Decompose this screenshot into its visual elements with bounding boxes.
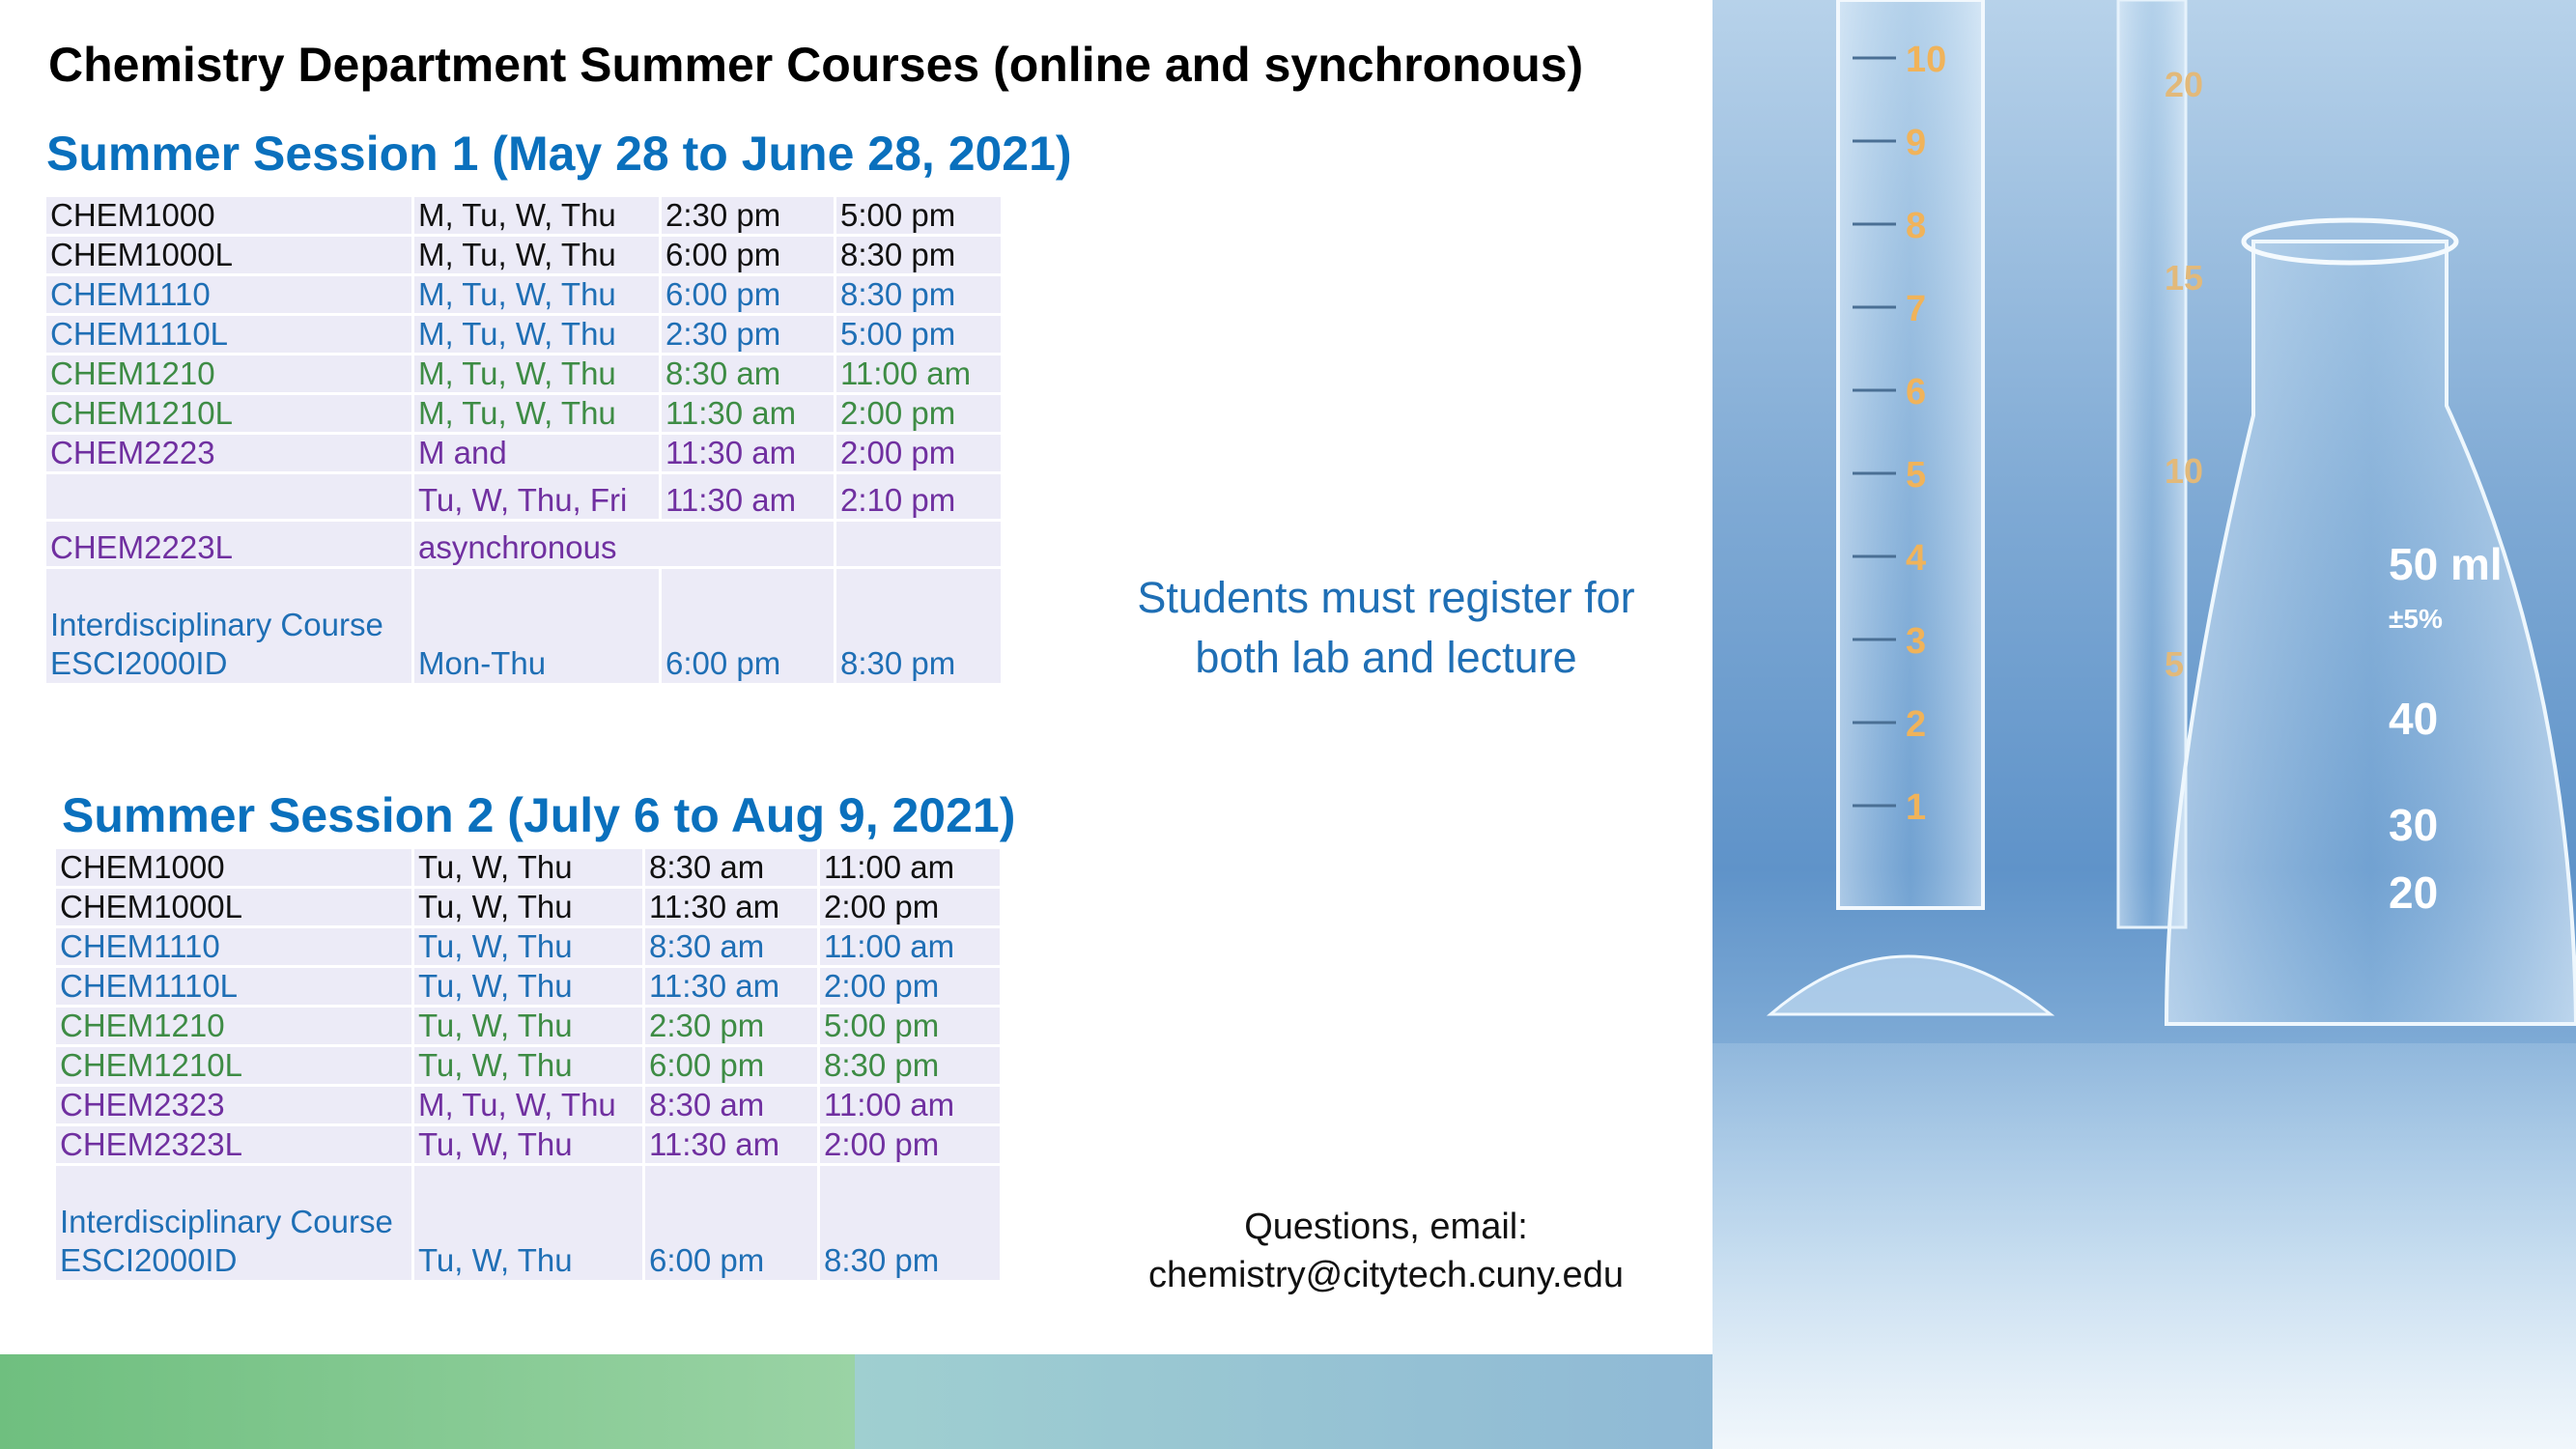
course-code: CHEM1000L	[46, 237, 411, 273]
session1-heading: Summer Session 1 (May 28 to June 28, 2021)	[46, 127, 1072, 181]
cylinder-mark-label: 5	[1906, 455, 1927, 496]
course-code: CHEM1000	[46, 197, 411, 234]
course-code: CHEM1210	[46, 355, 411, 392]
course-days: asynchronous	[414, 522, 834, 566]
course-end-time: 11:00 am	[836, 355, 1001, 392]
contact-label: Questions, email:	[1244, 1207, 1528, 1247]
table-row	[46, 522, 1001, 566]
course-days: M, Tu, W, Thu	[414, 355, 659, 392]
course-code-line: ESCI2000ID	[60, 1242, 238, 1278]
cylinder-mark-label: 10	[1906, 40, 1947, 80]
course-program-label: Interdisciplinary Course	[60, 1204, 393, 1239]
course-start-time: 8:30 am	[645, 1087, 817, 1123]
course-days: Tu, W, Thu, Fri	[414, 474, 659, 519]
course-code: CHEM1210L	[56, 1047, 411, 1084]
course-days: M, Tu, W, Thu	[414, 395, 659, 432]
cylinder-mark-label: 8	[1906, 206, 1927, 246]
course-days: M, Tu, W, Thu	[414, 316, 659, 353]
page-title: Chemistry Department Summer Courses (online and synchronous)	[48, 38, 1584, 92]
course-end-time: 11:00 am	[820, 1087, 1000, 1123]
course-code: CHEM2323	[56, 1087, 411, 1123]
contact-info	[1091, 1203, 1681, 1299]
table-row	[56, 928, 1000, 965]
table-row	[56, 849, 1000, 886]
table-row	[56, 1166, 1000, 1280]
course-end-time: 8:30 pm	[820, 1047, 1000, 1084]
cylinder-mark-label: 9	[1906, 123, 1927, 163]
cylinder-mark-label: 6	[1906, 372, 1927, 412]
course-days: M, Tu, W, Thu	[414, 276, 659, 313]
course-end-time: 2:10 pm	[836, 474, 1001, 519]
flask-mark-label: ±5%	[2389, 604, 2443, 634]
course-start-time: 8:30 am	[645, 849, 817, 886]
back-cylinder-mark-label: 10	[2165, 451, 2204, 491]
back-cylinder-mark-label: 5	[2165, 644, 2185, 684]
course-code: CHEM1000L	[56, 889, 411, 925]
registration-note-line2: both lab and lecture	[1195, 633, 1577, 682]
course-days: M and	[414, 435, 659, 471]
registration-note	[1072, 568, 1700, 688]
course-code: CHEM1110	[56, 928, 411, 965]
contact-email: chemistry@citytech.cuny.edu	[1148, 1255, 1624, 1295]
table-row	[46, 197, 1001, 234]
table-row	[46, 474, 1001, 519]
course-start-time: 11:30 am	[662, 474, 834, 519]
table-row	[56, 1126, 1000, 1163]
course-code: CHEM2223L	[46, 522, 411, 566]
course-code	[56, 1166, 411, 1280]
course-days: Tu, W, Thu	[414, 968, 642, 1005]
table-row	[56, 1087, 1000, 1123]
footer-band-green	[0, 1354, 855, 1449]
course-days: Mon-Thu	[414, 569, 659, 683]
course-days: Tu, W, Thu	[414, 1008, 642, 1044]
course-days: Tu, W, Thu	[414, 849, 642, 886]
session2-heading: Summer Session 2 (July 6 to Aug 9, 2021)	[62, 788, 1016, 842]
session2-schedule-table	[53, 846, 1003, 1283]
course-code	[46, 474, 411, 519]
erlenmeyer-flask	[2166, 242, 2576, 1024]
flask-mark-label: 30	[2389, 800, 2439, 850]
course-code: CHEM1110L	[56, 968, 411, 1005]
course-days: Tu, W, Thu	[414, 1047, 642, 1084]
course-end-time	[836, 522, 1001, 566]
course-start-time: 11:30 am	[662, 395, 834, 432]
course-code	[46, 569, 411, 683]
cylinder-mark-label: 2	[1906, 704, 1927, 745]
flask-mark-label: 40	[2389, 694, 2439, 744]
table-row	[46, 569, 1001, 683]
table-row	[46, 276, 1001, 313]
course-start-time: 2:30 pm	[662, 316, 834, 353]
footer-band-teal	[855, 1354, 1713, 1449]
registration-note-line1: Students must register for	[1137, 573, 1635, 622]
course-start-time: 11:30 am	[662, 435, 834, 471]
table-row	[46, 395, 1001, 432]
course-end-time: 8:30 pm	[836, 276, 1001, 313]
course-start-time: 8:30 am	[645, 928, 817, 965]
course-end-time: 11:00 am	[820, 849, 1000, 886]
course-days: M, Tu, W, Thu	[414, 197, 659, 234]
course-code: CHEM2223	[46, 435, 411, 471]
lab-glassware-photo	[1713, 0, 2576, 1449]
cylinder-mark-label: 4	[1906, 538, 1927, 579]
course-end-time: 11:00 am	[820, 928, 1000, 965]
course-end-time: 5:00 pm	[836, 316, 1001, 353]
course-start-time: 8:30 am	[662, 355, 834, 392]
course-end-time: 8:30 pm	[820, 1166, 1000, 1280]
course-start-time: 2:30 pm	[662, 197, 834, 234]
course-start-time: 11:30 am	[645, 889, 817, 925]
course-start-time: 6:00 pm	[662, 569, 834, 683]
course-start-time: 6:00 pm	[662, 276, 834, 313]
table-row	[56, 889, 1000, 925]
table-row	[56, 1047, 1000, 1084]
course-days: Tu, W, Thu	[414, 928, 642, 965]
table-row	[46, 237, 1001, 273]
course-end-time: 2:00 pm	[820, 968, 1000, 1005]
course-start-time: 6:00 pm	[645, 1047, 817, 1084]
course-start-time: 6:00 pm	[645, 1166, 817, 1280]
flask-mark-label: 50 ml	[2389, 539, 2503, 589]
course-end-time: 2:00 pm	[820, 1126, 1000, 1163]
course-start-time: 11:30 am	[645, 968, 817, 1005]
back-cylinder-mark-label: 15	[2165, 258, 2204, 298]
course-start-time: 2:30 pm	[645, 1008, 817, 1044]
table-row	[56, 1008, 1000, 1044]
course-days: M, Tu, W, Thu	[414, 1087, 642, 1123]
course-code: CHEM1210	[56, 1008, 411, 1044]
course-end-time: 5:00 pm	[836, 197, 1001, 234]
course-days: Tu, W, Thu	[414, 889, 642, 925]
course-end-time: 5:00 pm	[820, 1008, 1000, 1044]
course-code: CHEM1000	[56, 849, 411, 886]
flask-mark-label: 20	[2389, 867, 2439, 918]
course-program-label: Interdisciplinary Course	[50, 607, 383, 642]
course-days: Tu, W, Thu	[414, 1126, 642, 1163]
course-days: M, Tu, W, Thu	[414, 237, 659, 273]
course-end-time: 8:30 pm	[836, 237, 1001, 273]
course-days: Tu, W, Thu	[414, 1166, 642, 1280]
table-row	[46, 355, 1001, 392]
table-row	[46, 435, 1001, 471]
course-code: CHEM1110	[46, 276, 411, 313]
course-start-time: 6:00 pm	[662, 237, 834, 273]
course-end-time: 2:00 pm	[836, 395, 1001, 432]
cylinder-mark-label: 1	[1906, 787, 1927, 828]
course-code: CHEM1110L	[46, 316, 411, 353]
table-row	[46, 316, 1001, 353]
table-row	[56, 968, 1000, 1005]
reflective-surface	[1713, 1043, 2576, 1449]
course-code-line: ESCI2000ID	[50, 645, 228, 681]
course-start-time: 11:30 am	[645, 1126, 817, 1163]
course-end-time: 2:00 pm	[836, 435, 1001, 471]
cylinder-base	[1770, 956, 2051, 1014]
session1-schedule-table	[43, 194, 1004, 686]
lab-glassware-illustration	[1713, 0, 2576, 1449]
course-code: CHEM1210L	[46, 395, 411, 432]
course-end-time: 8:30 pm	[836, 569, 1001, 683]
cylinder-mark-label: 7	[1906, 289, 1927, 329]
course-end-time: 2:00 pm	[820, 889, 1000, 925]
back-cylinder-mark-label: 20	[2165, 65, 2204, 104]
cylinder-mark-label: 3	[1906, 621, 1927, 662]
course-code: CHEM2323L	[56, 1126, 411, 1163]
